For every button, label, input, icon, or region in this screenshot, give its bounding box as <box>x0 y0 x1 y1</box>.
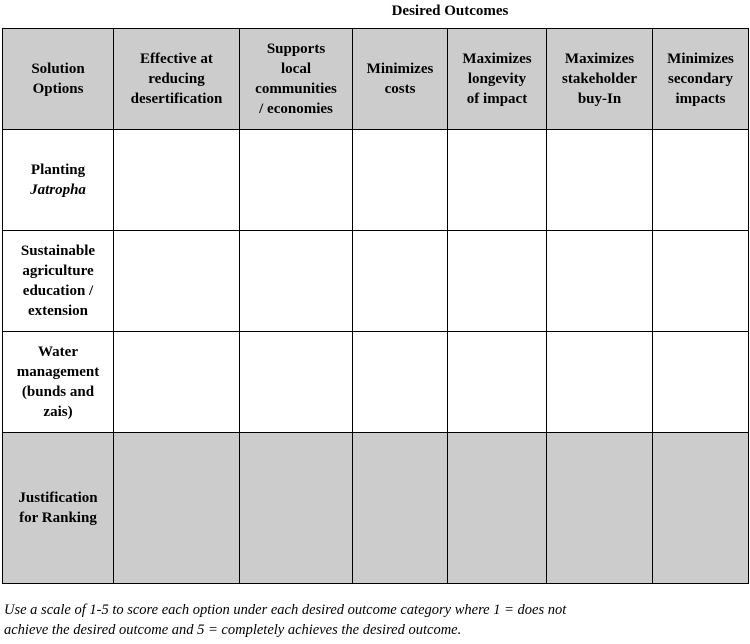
score-cell[interactable] <box>353 332 448 433</box>
option-row-sustainable-agriculture <box>3 231 749 332</box>
score-cell[interactable] <box>240 130 353 231</box>
option-row-water-management <box>3 332 749 433</box>
justification-cell[interactable] <box>448 433 547 584</box>
note-line: achieve the desired outcome and 5 = completely achieves the desired outcome. <box>4 622 462 638</box>
score-cell[interactable] <box>653 130 749 231</box>
justification-cell[interactable] <box>240 433 353 584</box>
scoring-instructions-note <box>4 600 748 640</box>
score-cell[interactable] <box>353 231 448 332</box>
desired-outcomes-title: Desired Outcomes <box>391 3 509 19</box>
header-maximizes-longevity: Maximizes longevity of impact <box>448 29 547 130</box>
score-cell[interactable] <box>448 332 547 433</box>
score-cell[interactable] <box>240 332 353 433</box>
justification-cell[interactable] <box>653 433 749 584</box>
justification-cell[interactable] <box>353 433 448 584</box>
score-cell[interactable] <box>653 332 749 433</box>
header-minimizes-costs: Minimizes costs <box>353 29 448 130</box>
score-cell[interactable] <box>114 332 240 433</box>
header-row <box>3 29 749 130</box>
header-solution-options: Solution Options <box>3 29 114 130</box>
score-cell[interactable] <box>547 332 653 433</box>
justification-label: Justification for Ranking <box>3 433 114 584</box>
score-cell[interactable] <box>653 231 749 332</box>
option-label-sustainable-agriculture: Sustainable agriculture education / extension <box>3 231 114 332</box>
score-cell[interactable] <box>448 231 547 332</box>
header-effective-at-reducing-desertification: Effective at reducing desertification <box>114 29 240 130</box>
option-row-planting-jatropha <box>3 130 749 231</box>
justification-cell[interactable] <box>114 433 240 584</box>
score-cell[interactable] <box>114 130 240 231</box>
justification-row <box>3 433 749 584</box>
header-supports-local-communities: Supports local communities / economies <box>240 29 353 130</box>
score-cell[interactable] <box>547 130 653 231</box>
score-cell[interactable] <box>353 130 448 231</box>
note-line: Use a scale of 1-5 to score each option under each desired outcome category where 1 = does not <box>4 602 567 618</box>
score-cell[interactable] <box>240 231 353 332</box>
header-minimizes-secondary-impacts: Minimizes secondary impacts <box>653 29 749 130</box>
score-cell[interactable] <box>114 231 240 332</box>
option-label-planting-jatropha: Planting Jatropha <box>3 130 114 231</box>
justification-cell[interactable] <box>547 433 653 584</box>
score-cell[interactable] <box>547 231 653 332</box>
option-label-water-management: Water management (bunds and zais) <box>3 332 114 433</box>
header-maximizes-stakeholder-buy-in: Maximizes stakeholder buy-In <box>547 29 653 130</box>
score-cell[interactable] <box>448 130 547 231</box>
decision-matrix-table <box>2 28 749 584</box>
